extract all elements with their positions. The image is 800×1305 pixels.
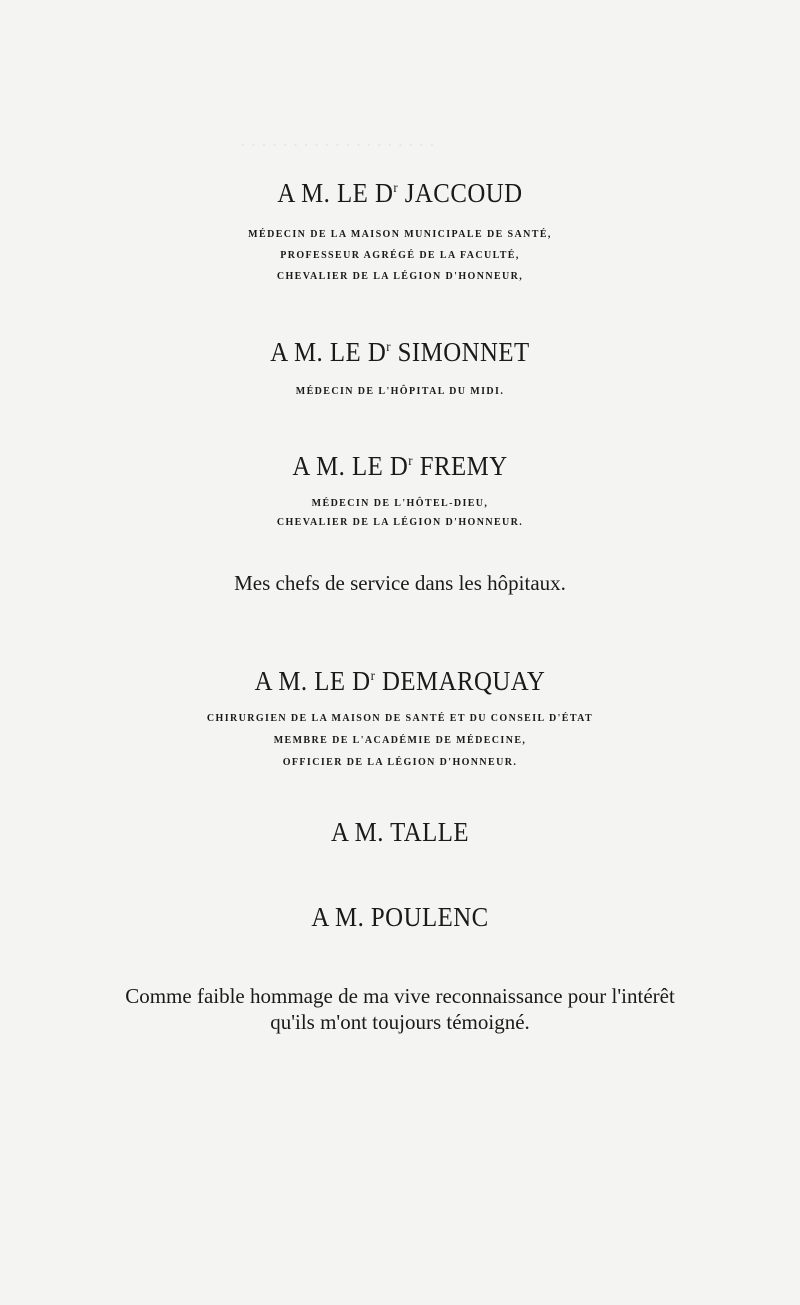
dedicatee-title: MÉDECIN DE L'HÔTEL-DIEU, <box>311 498 489 509</box>
dedicatee-heading: A M. LE $D^r$ DEMARQUAY <box>254 666 546 696</box>
dedicatee-title: CHEVALIER DE LA LÉGION D'HONNEUR, <box>276 271 524 282</box>
dedicatee-heading: A M. TALLE <box>330 817 470 847</box>
dedicatee-title: MÉDECIN DE LA MAISON MUNICIPALE DE SANTÉ, <box>248 229 552 240</box>
dedicatee-title: CHEVALIER DE LA LÉGION D'HONNEUR. <box>276 517 524 528</box>
closing-line: Comme faible hommage de ma vive reconnaissance pour l'intérêt <box>125 984 675 1008</box>
dedicatee-title: CHIRURGIEN DE LA MAISON DE SANTÉ ET DU CONSEIL D'ÉTAT <box>206 713 594 724</box>
dedicatee-title: MEMBRE DE L'ACADÉMIE DE MÉDECINE, <box>273 735 527 746</box>
dedicatee-title: OFFICIER DE LA LÉGION D'HONNEUR. <box>282 757 518 768</box>
closing-line: qu'ils m'ont toujours témoigné. <box>270 1010 530 1034</box>
show-through-text: · · · · · · · · · · · · · · · · · · · <box>240 135 435 155</box>
dedicatee-heading: A M. LE $D^r$ JACCOUD <box>277 178 523 208</box>
dedicatee-heading: A M. LE $D^r$ FREMY <box>292 451 508 481</box>
service-line: Mes chefs de service dans les hôpitaux. <box>234 571 566 595</box>
dedicatee-title: PROFESSEUR AGRÉGÉ DE LA FACULTÉ, <box>280 250 520 261</box>
dedicatee-title: MÉDECIN DE L'HÔPITAL DU MIDI. <box>295 386 505 397</box>
dedicatee-heading: A M. POULENC <box>311 902 489 932</box>
dedicatee-heading: A M. LE $D^r$ SIMONNET <box>270 337 530 367</box>
